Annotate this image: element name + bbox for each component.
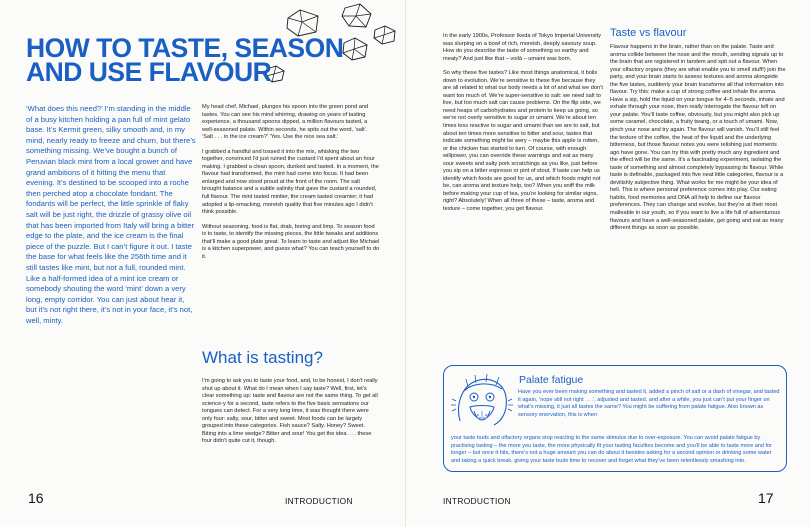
sidebar-text: your taste buds and olfactory organs stop reacting to the same stimulus due to over-exposure. You can avoid palate fatigue by practising tasting – the more you taste, the more physically fit your tasting faculties become and you’ll be able to taste more and for longer – but once it hits, there’s not a huge amount you can do about it besides asking for a second opinion or drinking some water and taking a quick break, giving your taste buds time to recover and forget what they’ve been relentlessly smashing into. [451, 435, 772, 464]
page-number: 17 [758, 490, 774, 506]
page-number: 16 [28, 490, 44, 506]
sidebar-box [443, 365, 787, 472]
body-paragraph: I grabbed a handful and tossed it into the mix, whisking the two together, convinced I’d just ruined the custard I’d spent about an hour making. I grabbed a clean spoon, dunked and tasted. In a moment, the flavour had transformed, the mint had come into focus. It had been enlarged and now stood proud at the front of the room. The salt brought balance and a subtle salinity that gave the custard a rounded, full flavour. The mint tasted mintier, the cream tasted creamier; it had adopted a lip-smacking, moreish quality that five minutes ago I didn’t think possible. [202, 148, 379, 216]
body-paragraph: Flavour happens in the brain, rather than on the palate. Taste and aroma collide between the nose and the mouth, sending signals up to the brain that are registered in tandem and spit out a flavour. When your olfactory organs (they are what enable you to smell stuff!) join the party, and your brain starts to assess textures and aroma alongside the five tastes, suddenly your brain transforms all that information into flavour. Try this: make a cup of strong coffee and inhale the aroma. Have a sip, hold the liquid on your tongue for 4–5 seconds, inhale and exhale through your nose, then really interrogate the flavour left on your palate. You’ll taste coffee, obviously, but you might also pick up some caramel, chocolate, a fruity twang, or a touch of umami. Now, pinch your nose and try again. The flavour will vanish. You’ll still feel the texture of the coffee, the heat of the liquid and the underlying bitterness, but those flavour notes you were relishing just moments ago have gone. You can try this with pretty much any ingredient and the effect will be the same. It’s a fascinating experiment, isolating the taste of something and almost completely bypassing its flavour. While taste is definable, packaged into five neat little categories, flavour is a devilishly subjective thing. What works for me might be your idea of hell. This is where personal preference comes into play. Our eating habits, food memories and DNA all help to define our flavour preferences. They can change and evolve, but they’re at their most malleable in our youth, so if you want to live a life full of adventurous flavours and have a well-seasoned palate, get going and eat as many different things as soon as possible. [610, 44, 786, 232]
intro-paragraph: ‘What does this need?’ I’m standing in the middle of a busy kitchen holding a pan full of mint gelato base. It’s Kermit green, silky smooth and, in my mind, nearly ready to freeze and churn, but there’s something missing. We’ve bought a bunch of Peruvian black mint from a local grower and have grand ambitions of it hitting the menu that evening. It’s destined to be scooped into a roche then perched atop a chocolate fondant. The fondants will be perfect, the little sprinkle of flaky salt will be just right, the drizzle of grassy olive oil that has been imported from Italy will bring a bitter edge to the plate, and the ice cream is the final piece of the puzzle. But I can’t figure it out. I taste the base for what feels like the 256th time and it still tastes like mint, but not a full, rounded mint. Like a half-formed idea of a mint ice cream or somebody shouting the word ‘mint’ down a very long, empty corridor. You can just about hear it, but it’s not right there, it’s not in your face, it’s not, well, minty. [26, 104, 196, 325]
salt-crystal-icon [340, 36, 370, 62]
sidebar-title: Palate fatigue [519, 374, 584, 386]
left-column-body [202, 104, 380, 268]
sidebar-text: Have you ever been making something and tasted it, added a pinch of salt or a dash of vinegar, and tasted it again, ‘nope still not right . . .’, adjusted and tasted, and after a while, you just can’t put your finger on what’s missing, it just all tastes the same? You might be suffering from palate fatigue. Also known as sensory enervation, this is when [518, 389, 780, 418]
tasting-face-icon [450, 371, 514, 431]
body-paragraph: I’m going to ask you to taste your food, and, to be honest, I don’t really shut up about it. What do I mean when I say taste? Well, first, let’s clear something up: taste and flavour are not the same thing. To get all science-y for a second, taste refers to the five basic sensations our tongues can detect. For a very long time, it was thought there were only four: salty, sour, bitter and sweet. Most foods can be largely grouped into these categories. Fish sauce? Salty. Honey? Sweet. Biting into a lime wedge? Bitter and sour! You get the idea . . . these four didn’t quite cut it, though. [202, 378, 378, 445]
running-footer: INTRODUCTION [285, 496, 353, 506]
section-heading: Taste vs flavour [610, 27, 687, 39]
running-footer: INTRODUCTION [443, 496, 511, 506]
right-column-1-body [443, 33, 603, 221]
salt-crystal-icon [340, 2, 374, 30]
title-line: HOW TO TASTE, SEASON [26, 33, 344, 63]
page-title [26, 33, 344, 87]
heading-body [202, 378, 380, 453]
body-paragraph: Without seasoning, food is flat, drab, boring and limp. To season food is to taste, to identify the missing pieces, the little tweaks and additions that’ll make a good plate great. To learn to taste and adjust like Michael is a kitchen superpower, and guess what? You can teach yourself to do it. [202, 223, 380, 260]
body-paragraph: So why these five tastes? Like most things anatomical, it boils down to evolution. We’re sensitive to these five because they are all related to what our body needs a lot of and what we don’t want too much of. We’re super-sensitive to salt: we need salt to live, but too much salt can cause problems. On the flip side, we need heaps of carbohydrates and protein to keep us going, so we’re not overly sensitive to sugar or umami. We’re about ten times less reactive to sugar and umami than we are to salt, but about ten times more sensitive to bitter and sour, tastes that indicate something might be awry – maybe this apple is rotten, or the chicken has started to turn. Of course, with enough willpower, you can override these warnings and eat as many sour sweets and salty pork scratchings as you like, just before you sip on a bitter espresso or pint of stout. If taste can help us identify which foods are good for us, and which foods might not be, can aroma and texture help, too? When you sniff the milk before making your cup of tea, you’re looking for similar signs, right? Absolutely! When all three of these – taste, aroma and texture – come together, you get flavour. [443, 70, 603, 213]
title-line: AND USE FLAVOUR [26, 57, 272, 87]
right-column-2-body [610, 44, 786, 240]
section-heading: What is tasting? [202, 348, 323, 367]
body-paragraph: My head chef, Michael, plunges his spoon into the green pond and tastes. You can see his mind whirring, drawing on years of tasting experience, a thousand spoons dipped, a million flavours tasted, a well-seasoned palate. Within seconds, he spits out the word, ‘salt’. ‘Salt . . . in the ice cream?’ ‘Yes. Use the nice sea salt.’ [202, 104, 369, 141]
body-paragraph: In the early 1900s, Professor Ikeda of Tokyo Imperial University was slurping on a bowl of rich, moreish, deeply savoury soup. How do you describe the taste of something so earthy and meaty? And just like that – voilà – umami was born. [443, 33, 601, 62]
salt-crystal-icon [372, 24, 398, 46]
